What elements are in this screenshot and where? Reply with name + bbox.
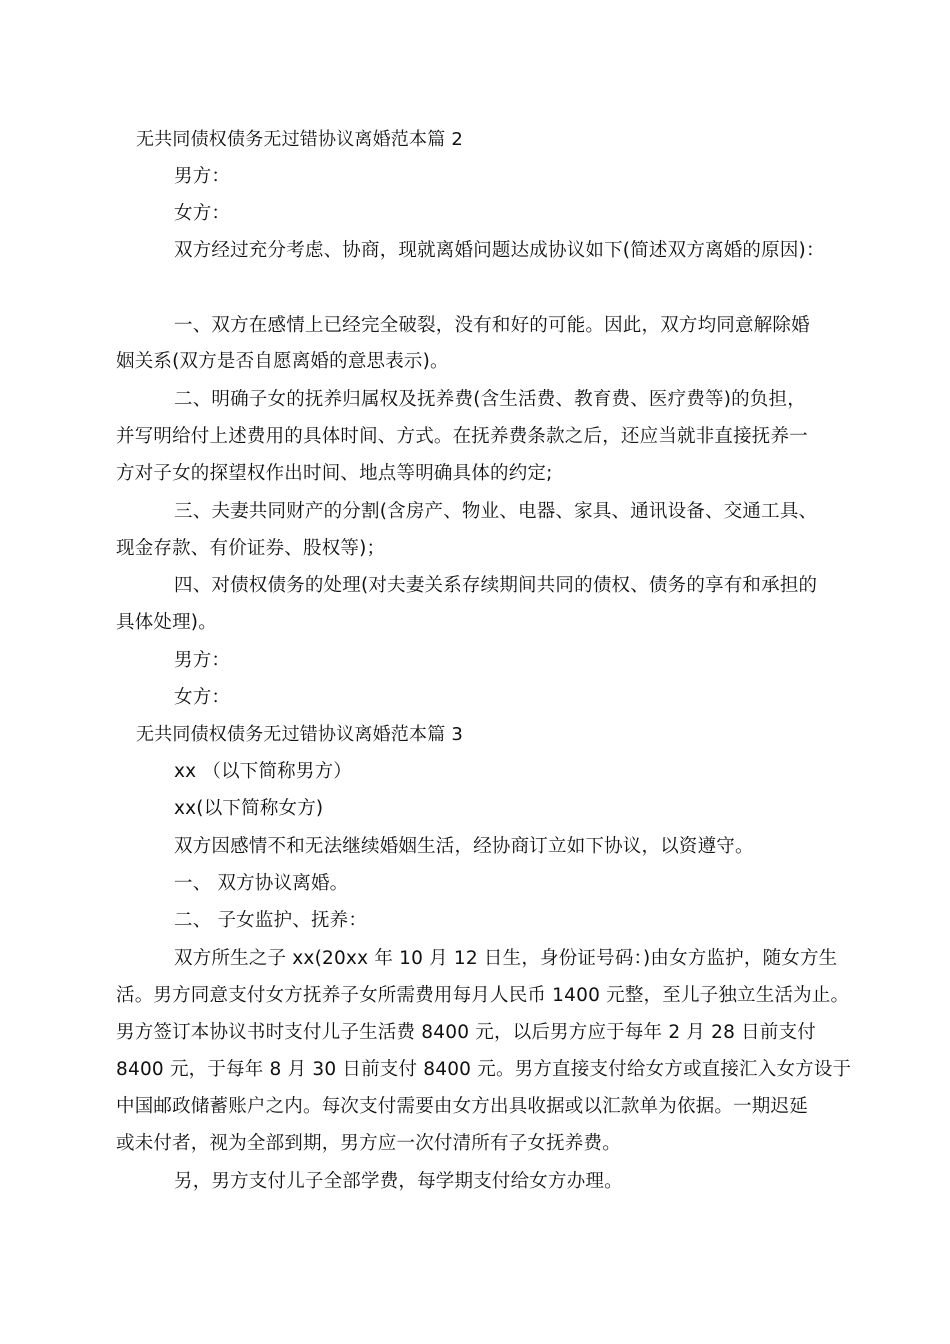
section-3-title: 无共同债权债务无过错协议离婚范本篇 3 — [136, 724, 463, 745]
section-3-intro: 双方因感情不和无法继续婚姻生活，经协商订立如下协议，以资遵守。 — [174, 836, 754, 857]
female-party-label: 女方： — [174, 203, 231, 224]
section-2-item-2-line-3: 方对子女的探望权作出时间、地点等明确具体的约定; — [116, 463, 553, 484]
section-3-item-1: 一、 双方协议离婚。 — [174, 873, 349, 894]
section-2-item-2-line-2: 并写明给付上述费用的具体时间、方式。在抚养费条款之后，还应当就非直接抚养一 — [116, 426, 808, 447]
male-party-label: 男方： — [174, 166, 231, 187]
section-2-item-1-line-2: 姻关系(双方是否自愿离婚的意思表示)。 — [116, 351, 449, 372]
custody-line-1: 双方所生之子 xx(20xx 年 10 月 12 日生，身份证号码：)由女方监护，随女方生 — [174, 948, 838, 969]
male-signature-label: 男方： — [174, 650, 231, 671]
tuition-line: 另，男方支付儿子全部学费，每学期支付给女方办理。 — [174, 1171, 623, 1192]
party-male-line: xx （以下简称男方） — [174, 761, 352, 782]
section-2-intro: 双方经过充分考虑、协商，现就离婚问题达成协议如下(简述双方离婚的原因)： — [174, 240, 825, 261]
custody-line-5: 中国邮政储蓄账户之内。每次支付需要由女方出具收据或以汇款单为依据。一期迟延 — [116, 1096, 808, 1117]
custody-line-4: 8400 元，于每年 8 月 30 日前支付 8400 元。男方直接支付给女方或直接汇入女方设于 — [116, 1059, 852, 1080]
section-2-item-2-line-1: 二、明确子女的抚养归属权及抚养费(含生活费、教育费、医疗费等)的负担， — [174, 389, 806, 410]
section-3-item-2: 二、 子女监护、抚养： — [174, 910, 368, 931]
party-female-line: xx(以下简称女方) — [174, 798, 324, 819]
section-2-item-3-line-1: 三、夫妻共同财产的分割(含房产、物业、电器、家具、通讯设备、交通工具、 — [174, 501, 818, 522]
custody-line-2: 活。男方同意支付女方抚养子女所需费用每月人民币 1400 元整，至儿子独立生活为止。 — [116, 985, 850, 1006]
section-2-title: 无共同债权债务无过错协议离婚范本篇 2 — [136, 129, 463, 150]
female-signature-label: 女方： — [174, 687, 231, 708]
section-2-item-3-line-2: 现金存款、有价证券、股权等)； — [116, 538, 386, 559]
section-2-item-1-line-1: 一、双方在感情上已经完全破裂，没有和好的可能。因此，双方均同意解除婚 — [174, 315, 810, 336]
custody-line-3: 男方签订本协议书时支付儿子生活费 8400 元，以后男方应于每年 2 月 28 日前支付 — [116, 1022, 816, 1043]
section-2-item-4-line-2: 具体处理)。 — [116, 612, 217, 633]
section-2-item-4-line-1: 四、对债权债务的处理(对夫妻关系存续期间共同的债权、债务的享有和承担的 — [174, 575, 818, 596]
custody-line-6: 或未付者，视为全部到期，男方应一次付清所有子女抚养费。 — [116, 1133, 621, 1154]
